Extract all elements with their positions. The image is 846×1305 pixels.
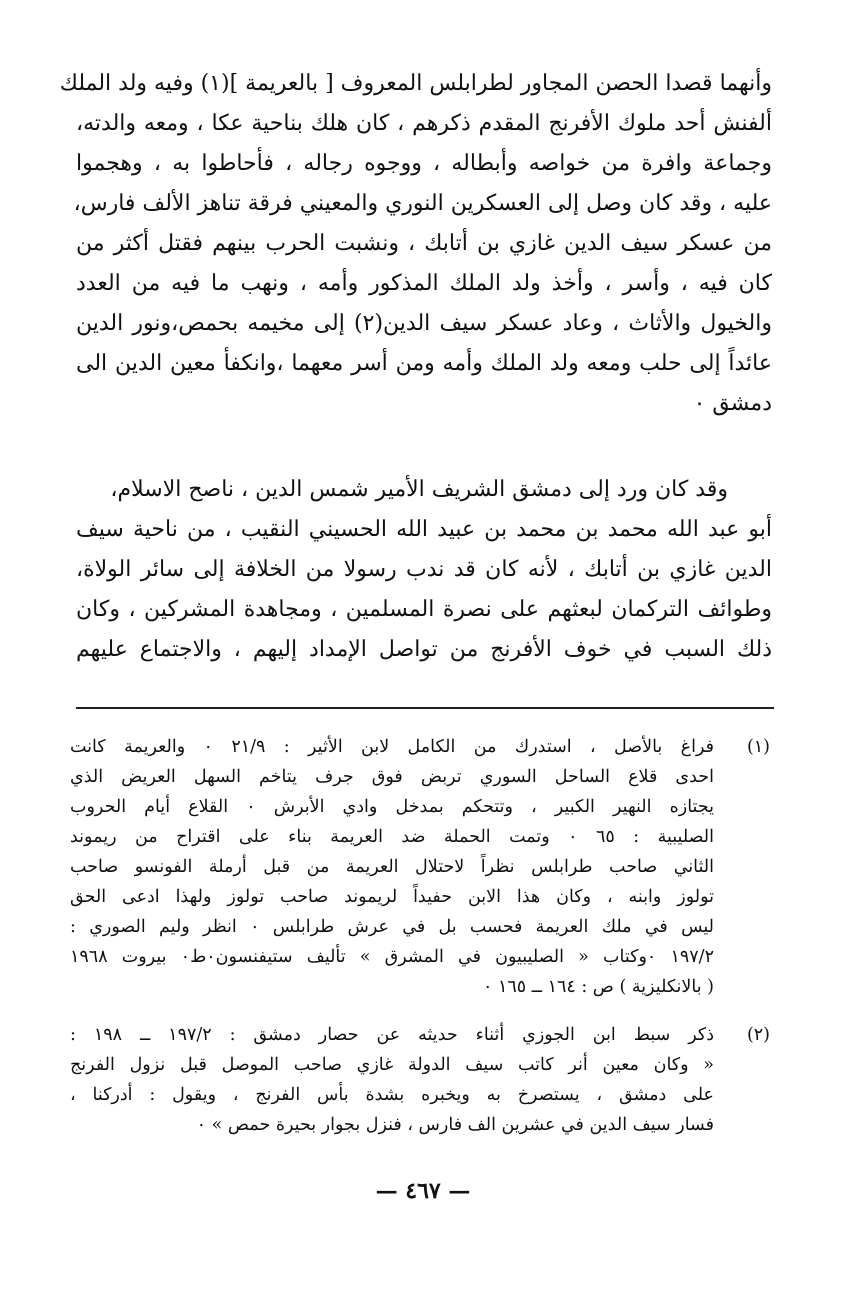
footnote-divider xyxy=(76,707,774,709)
footnote-line: فسار سيف الدين في عشرين الف فارس ، فنزل بجوار بحيرة حمص » ٠ xyxy=(196,1115,714,1135)
footnote-number: (١) xyxy=(746,737,770,757)
footnote-body xyxy=(70,1020,714,1140)
footnote-line: ليس في ملك العريمة فحسب بل في عرش طرابلس ٠ انظر وليم الصوري : xyxy=(70,917,714,937)
text-line: وأنهما قصدا الحصن المجاور لطرابلس المعروف [ بالعريمة ](١) وفيه ولد الملك xyxy=(59,71,772,96)
text-line: وقد كان ورد إلى دمشق الشريف الأمير شمس الدين ، ناصح الاسلام، xyxy=(110,477,728,502)
text-line: من عسكر سيف الدين غازي بن أتابك ، ونشبت الحرب بينهم فقتل أكثر من xyxy=(76,231,772,256)
footnote-body xyxy=(70,732,714,1002)
text-line: والخيول والأثاث ، وعاد عسكر سيف الدين(٢) إلى مخيمه بحمص،ونور الدين xyxy=(76,311,772,336)
page-number: — ٤٦٧ — xyxy=(375,1178,471,1204)
text-line: ذلك السبب في خوف الأفرنج من تواصل الإمداد إليهم ، والاجتماع عليهم xyxy=(76,637,772,662)
footnote-line: « وكان معين أنر كاتب سيف الدولة غازي صاحب الموصل قبل نزول الفرنج xyxy=(70,1055,714,1075)
text-line: الدين غازي بن أتابك ، لأنه كان قد ندب رسولا من الخلافة إلى سائر الولاة، xyxy=(76,557,772,582)
text-line: دمشق ٠ xyxy=(693,391,772,416)
text-line: عليه ، وقد كان وصل إلى العسكرين النوري والمعيني فرقة تناهز الألف فارس، xyxy=(73,191,772,216)
text-line: ألفنش أحد ملوك الأفرنج المقدم ذكرهم ، كان هلك بناحية عكا ، ومعه والدته، xyxy=(76,111,772,136)
footnote-number: (٢) xyxy=(746,1025,770,1045)
paragraph-1 xyxy=(59,64,772,424)
footnote-2 xyxy=(70,1020,770,1140)
footnote-line: ذكر سبط ابن الجوزي أثناء حديثه عن حصار دمشق : ١٩٧/٢ ــ ١٩٨ : xyxy=(70,1025,714,1045)
footnote-line: يجتازه النهير الكبير ، وتتحكم بمدخل وادي الأبرش ٠ القلاع أيام الحروب xyxy=(70,797,714,817)
text-line: عائداً إلى حلب ومعه ولد الملك وأمه ومن أسر معهما ،وانكفأ معين الدين الى xyxy=(76,351,772,376)
footnote-line: الصليبية : ٦٥ ٠ وتمت الحملة ضد العريمة بناء على اقتراح من ريموند xyxy=(70,827,714,847)
footnote-line: فراغ بالأصل ، استدرك من الكامل لابن الأثير : ٢١/٩ ٠ والعريمة كانت xyxy=(70,737,714,757)
text-line: وطوائف التركمان لبعثهم على نصرة المسلمين ، ومجاهدة المشركين ، وكان xyxy=(76,597,772,622)
text-line: كان فيه ، وأسر ، وأخذ ولد الملك المذكور وأمه ، ونهب ما فيه من العدد xyxy=(76,271,772,296)
text-line: أبو عبد الله محمد بن محمد بن عبيد الله الحسيني النقيب ، من ناحية سيف xyxy=(76,517,772,542)
footnote-line: ( بالانكليزية ) ص : ١٦٤ ــ ١٦٥ ٠ xyxy=(482,977,714,997)
paragraph-2 xyxy=(76,470,772,670)
footnote-line: ١٩٧/٢ ٠وكتاب « الصليبيون في المشرق » تأليف ستيفنسون٠ط٠ بيروت ١٩٦٨ xyxy=(70,947,714,967)
footnote-1 xyxy=(70,732,770,1002)
footnote-line: الثاني صاحب طرابلس نظراً لاحتلال العريمة من قبل أرملة الفونسو صاحب xyxy=(70,857,714,877)
footnote-line: على دمشق ، يستصرخ به ويخبره بشدة بأس الفرنج ، ويقول : أدركنا ، xyxy=(70,1085,714,1105)
footnote-line: احدى قلاع الساحل السوري تربض فوق جرف يتاخم السهل العريض الذي xyxy=(70,767,714,787)
footnote-line: تولوز وابنه ، وكان هذا الابن حفيداً لريموند صاحب تولوز ولهذا ادعى الحق xyxy=(70,887,714,907)
text-line: وجماعة وافرة من خواصه وأبطاله ، ووجوه رجاله ، فأحاطوا به ، وهجموا xyxy=(76,151,772,176)
